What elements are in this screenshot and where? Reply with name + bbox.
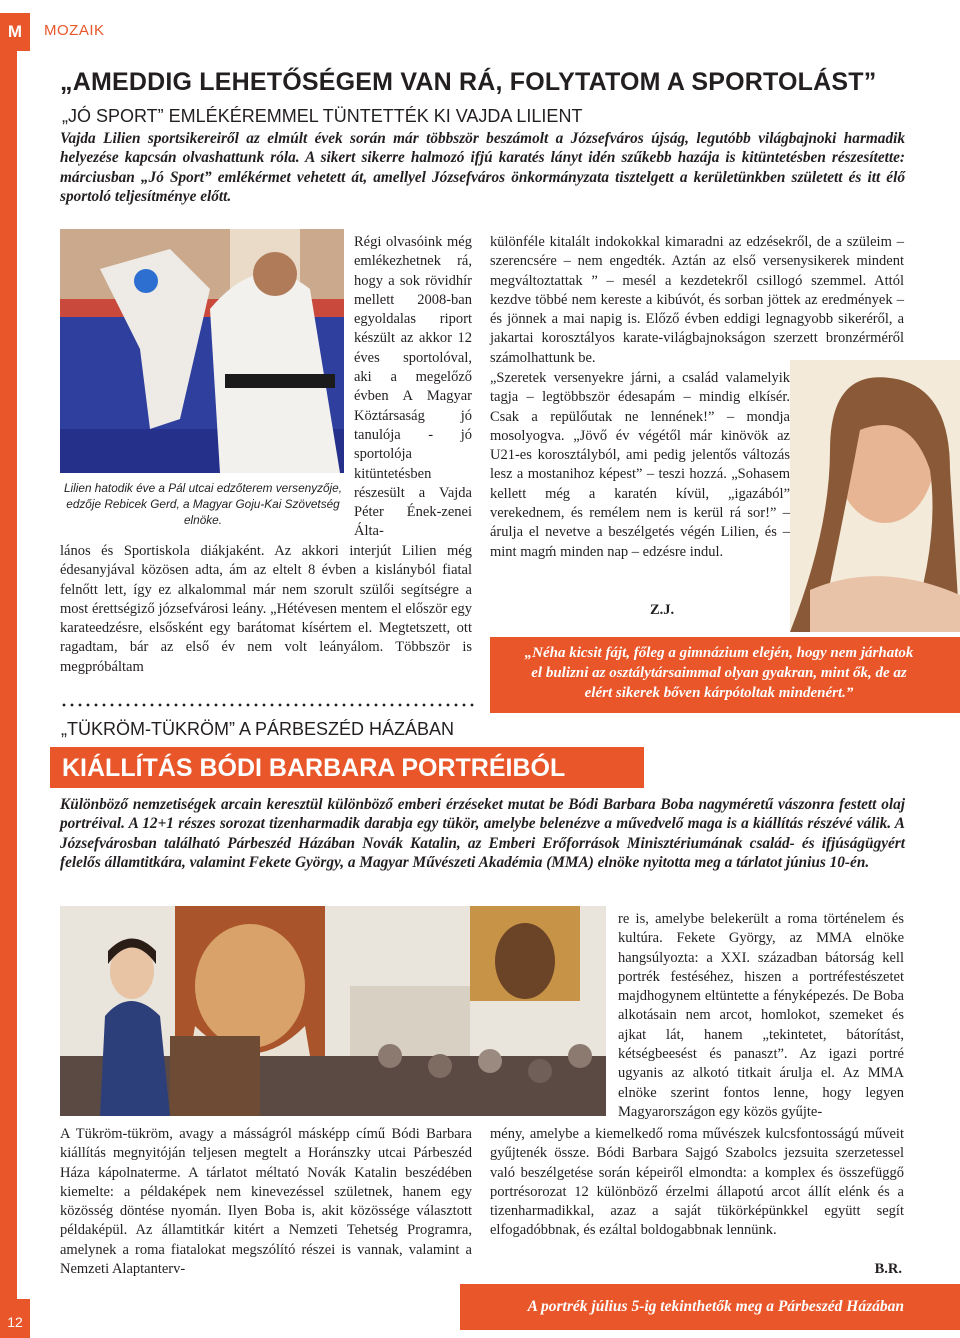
article1-title: „AMEDDIG LEHETŐSÉGEM VAN RÁ, FOLYTATOM A SPORTOLÁST” [60, 68, 877, 96]
article1-body-wide: lános és Sportiskola diákjaként. Az akkori interjút Lilien még édesanyjával közösen adta, ám az eltelt 8 évben a kislányból fiatal felnőtt lett, így ez alkalommal már nem szorult szülői segítségre a most érettségiző józsefvárosi leány. „Hétévesen mentem el először egy karateedzésre, elsősként egy barátomat kísértem el. Megtetszett, ott ragadtam, bár az első év nem volt leányálom. Többször is megpróbáltam [60, 543, 472, 675]
article2-kicker: „TÜKRÖM-TÜKRÖM” A PÁRBESZÉD HÁZÁBAN [61, 719, 455, 739]
article2-body-right-bottom: mény, amelybe a kiemelkedő roma művészek kulcsfontosságú műveit gyűjtenék össze. Bódi Barbara Sajgó Szabolcs jezsuita szerzetessel való beszélgetése során képeiről elmondta: a komplex és összefüggő portrésorozat 12 különböző érzelmi állapotú arcot állít elénk és a tizenharmadikkal, azaz a saját tükörképünkkel együtt segít elfogadóbbnak, és ezáltal boldogabbnak lennünk. [490, 1126, 904, 1239]
article1-subtitle: „JÓ SPORT” EMLÉKÉREMMEL TÜNTETTÉK KI VAJDA LILIENT [62, 106, 583, 126]
footer-note: A portrék július 5-ig tekinthetők meg a Párbeszéd Házában [460, 1284, 960, 1330]
article2-lead: Különböző nemzetiségek arcain keresztül különböző emberi érzéseket mutat be Bódi Barbara Boba nagyméretű vászonra festett olaj portréival. A 12+1 részes sorozat tizenharmadik darabja egy tükör, amelybe belenézve a művedvelő maga is a kiállítás részévé válik. A Józsefvárosban található Párbeszéd Házában Novák Katalin, az Emberi Erőforrások Minisztériumának család- és ifjúságügyért felelős államtitkára, valamint Fekete György, a Magyar Művészeti Akadémia (MMA) elnöke nyitotta meg a tárlatot június 10-én. [60, 796, 905, 871]
page-number: 12 [0, 1299, 30, 1338]
article1-body-right-continued: „Szeretek versenyekre járni, a család valamelyik tagja – legtöbbször édesapám – mindig elkísér. Csak a repülőutak ne lennének!” – mondja mosolyogva. „Jövő év végétől már kinövök az U21-es korosztályból, ami pedig jelentős változás lesz a mostanihoz képest” – teszi hozzá. „Sohasem kellett még a karatén kívül, „igazából” verekednem, és remélem nem is kerül rá sor!” – árulja el nevetve a beszélgetés végén Lilien, és – mint magḿ minden nap – edzésre indul. [490, 370, 790, 560]
exhibition-opening-photo [60, 906, 606, 1116]
karate-training-photo [60, 229, 344, 473]
article2-body-left: A Tükröm-tükröm, avagy a másságról másképp című Bódi Barbara kiállítás megnyitóján teljesen megtelt a Horánszky utcai Párbeszéd Háza kápolnaterme. A tárlatot méltató Novák Katalin beszédében kiemelte: a példaképek nem kinevezéssel születnek, hanem egy közösség döntése nyomán. Ilyen Boba is, akit közössége választott példaképül. Az államtitkár kitért a Nemzeti Tehetség Programra, amelynek a roma fiatalokat megszólító részei is vannak, valamint a Nemzeti Alaptanterv- [60, 1126, 472, 1278]
pull-quote: „Néha kicsit fájt, főleg a gimnázium elején, hogy nem járhatok el bulizni az osztálytársaimmal olyan gyakran, mint ők, de az elért sikerek bőven kárpótoltak mindenért.” [490, 637, 960, 713]
article1-body-right: különféle kitalált indokokkal kimaradni az edzésekről, de a szüleim – szerencsére – nem engedték. Aztán az első versenysikerek mindent megváltoztattak ” – mesél a kezdetekről csillogó szemmel. Attól kezdve többé nem kereste a kibúvót, és sorban jöttek az eredmények – és jönnek a mai napig is. Előző évben eddigi legnagyobb sikeréről, a jakartai korosztályos karate-világbajnokságon szerzett bronzérméről számolhattunk be. [490, 234, 904, 366]
section-divider [60, 703, 478, 707]
article2-body-right-top: re is, amelybe belekerült a roma történelem és kultúra. Fekete György, az MMA elnöke hangsúlyozta: a XXI. században bátorság kell portrék festéséhez, hiszen a portréfestészetet majdhogynem eltüntette a fényképezés. De Boba alkotásain nem arcot, homlokot, szemeket és ajkat lát, hanem „tekintetet, bátorítást, kétségbeesést és panaszt”. Az igazi portré ugyanis az alkotó titkait árulja el. Az MMA elnöke szerint fontos lenne, hogy legyen Magyarországon egy közös gyűjte- [618, 911, 904, 1120]
article1-signature: Z.J. [650, 602, 675, 618]
lilien-portrait-photo [790, 360, 960, 632]
side-accent-bar [0, 51, 17, 1299]
section-letter-box: M [0, 13, 30, 51]
article2-signature: B.R. [874, 1261, 902, 1277]
article1-body-narrow: Régi olvasóink még emlékezhetnek rá, hogy a sok rövidhír mellett 2008-ban egyoldalas riport készült az akkor 12 éves sportolóval, aki a megelőző évben A Magyar Köztársaság jó tanulója - jó sportolója kitüntetésben részesült a Vajda Péter Ének-zenei Álta- [354, 234, 472, 540]
photo-caption-karate: Lilien hatodik éve a Pál utcai edzőterem versenyzője, edzője Rebicek Gerd, a Magyar Goju-Kai Szövetség elnöke. [63, 481, 343, 527]
section-name: MOZAIK [44, 22, 105, 39]
article1-lead: Vajda Lilien sportsikereiről az elmúlt évek során már többször beszámolt a Józsefváros újság, legutóbb világbajnoki harmadik helyezése kapcsán olvashattunk róla. A sikert sikerre halmozó ifjú karatés lányt idén szűkebb hazája is kitüntetésben részesítette: márciusban „Jó Sport” emlékérmet vehetett át, amellyel Józsefváros önkormányzata tisztelgett a kerületünkben született és itt élő sportoló teljesítménye előtt. [60, 130, 905, 205]
article2-title: KIÁLLÍTÁS BÓDI BARBARA PORTRÉIBÓL [50, 747, 644, 788]
